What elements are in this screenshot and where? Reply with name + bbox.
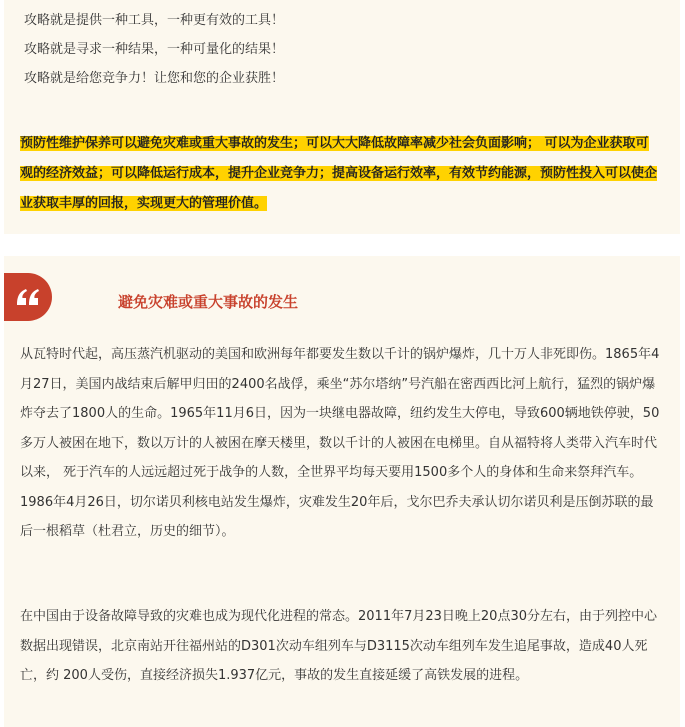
slogan-line: 攻略就是提供一种工具，一种更有效的工具！ bbox=[24, 13, 285, 28]
slogan-line: 攻略就是寻求一种结果，一种可量化的结果！ bbox=[24, 42, 285, 57]
highlighted-text: 预防性维护保养可以避免灾难或重大事故的发生；可以大大降低故障率减少社会负面影响； 可以为企业获取可观的经济效益；可以降低运行成本，提升企业竞争力；提高设备运行效率，有效节约能源，预防性投入可以使企业获取丰厚的回报，实现更大的管理价值。 bbox=[20, 136, 658, 211]
slogan-line: 攻略就是给您竞争力！让您和您的企业获胜！ bbox=[24, 71, 285, 86]
quote-icon bbox=[4, 273, 52, 321]
section-title: 避免灾难或重大事故的发生 bbox=[118, 293, 299, 311]
body-paragraph: 在中国由于设备故障导致的灾难也成为现代化进程的常态。2011年7月23日晚上20点30分左右，由于列控中心数据出现错误，北京南站开往福州站的D301次动车组列车与D3115次动车组列车发生追尾事故，造成40人死亡，约 200人受伤，直接经济损失1.937亿元，事故的发生直接延缓了高铁发展的进程。 bbox=[20, 609, 657, 683]
slogan-panel bbox=[4, 0, 680, 234]
section-panel bbox=[4, 256, 680, 727]
body-paragraph: 从瓦特时代起，高压蒸汽机驱动的美国和欧洲每年都要发生数以千计的锅炉爆炸，几十万人非死即伤。1865年4月27日，美国内战结束后解甲归田的2400名战俘，乘坐“苏尔塔纳”号汽船在密西西比河上航行，猛烈的锅炉爆炸夺去了1800人的生命。1965年11月6日，因为一块继电器故障，纽约发生大停电，导致600辆地铁停驶，50多万人被困在地下，数以万计的人被困在摩天楼里，数以千计的人被困在电梯里。自从福特将人类带入汽车时代以来， 死于汽车的人远远超过死于战争的人数，全世界平均每天要用1500多个人的身体和生命来祭拜汽车。1986年4月26日，切尔诺贝利核电站发生爆炸，灾难发生20年后，戈尔巴乔夫承认切尔诺贝利是压倒苏联的最后一根稻草（杜君立，历史的细节）。 bbox=[20, 347, 660, 539]
highlighted-paragraph bbox=[20, 129, 660, 219]
